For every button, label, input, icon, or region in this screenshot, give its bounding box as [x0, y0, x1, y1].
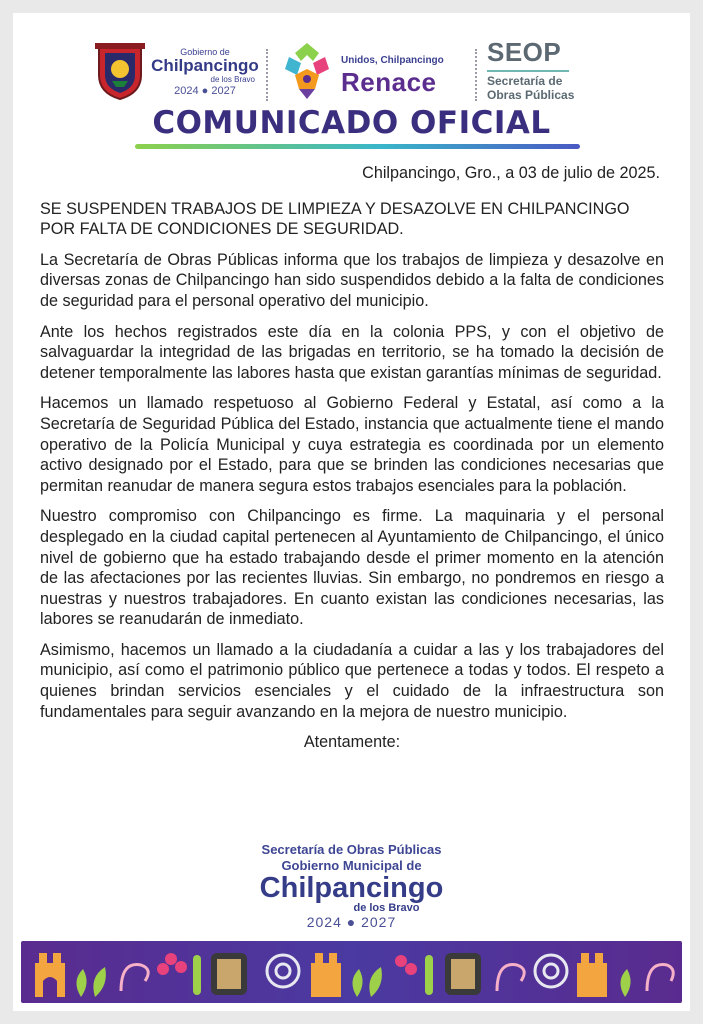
renace-mark-icon — [279, 41, 335, 101]
seop-line2: Obras Públicas — [487, 88, 575, 102]
paragraph: Ante los hechos registrados este día en la colonia PPS, y con el objetivo de salvaguardar la integridad de las brigadas en territorio, se ha tomado la decisión de detener temporalmente las labores hasta que existan garantías mínimas de seguridad. — [40, 322, 664, 382]
title-underline — [135, 144, 580, 149]
decorative-footer-band — [21, 941, 682, 1003]
signature-line4: de los Bravo — [353, 902, 420, 914]
closing: Atentamente: — [303, 733, 401, 752]
document-body — [40, 163, 664, 753]
paragraph: Nuestro compromiso con Chilpancingo es firme. La maquinaria y el personal desplegado en la ciudad capital pertenecen al Ayuntamiento de Chilpancingo, el único nivel de gobierno que ha estado trabajando desde el primer momento en la atención de las afectaciones por las recientes lluvias. Sin embargo, no pondremos en riesgo a nuestras y nuestros trabajadores. En cuanto existan las condiciones necesarias, las labores se reanudarán de inmediato. — [40, 507, 664, 629]
seop-acronym: SEOP — [487, 37, 562, 67]
signature-line2: Gobierno Municipal de — [281, 858, 422, 873]
footer-pattern-icon — [21, 941, 682, 1003]
paragraph: Asimismo, hacemos un llamado a la ciudadanía a cuidar a las y los trabajadores del municipio, así como el patrimonio público que pertenece a todas y todos. El respeto a quienes brindan servicios esenciales y el cuidado de la infraestructura son fundamentales para seguir avanzando en la mejora de nuestro municipio. — [40, 640, 664, 721]
renace-small-text: Unidos, Chilpancingo — [341, 55, 444, 66]
renace-logo — [279, 41, 469, 101]
gobierno-years: 2024 ● 2027 — [174, 85, 236, 97]
document-sheet — [13, 13, 690, 1011]
seop-line1: Secretaría de — [487, 74, 563, 88]
crest-icon — [93, 41, 147, 101]
logo-divider — [266, 49, 268, 101]
seop-subtitle — [487, 74, 574, 102]
seop-underline — [487, 70, 569, 72]
headline: SE SUSPENDEN TRABAJOS DE LIMPIEZA Y DESAZOLVE EN CHILPANCINGO POR FALTA DE CONDICIONES DE SEGURIDAD. — [40, 199, 630, 239]
gobierno-name: Chilpancingo — [151, 56, 259, 75]
paragraph: La Secretaría de Obras Públicas informa que los trabajos de limpieza y desazolve en diversas zonas de Chilpancingo han sido suspendidos debido a la falta de condiciones de seguridad para el personal operativo del municipio. — [40, 250, 664, 310]
signature-line1: Secretaría de Obras Públicas — [261, 842, 442, 857]
gobierno-sub: de los Bravo — [210, 75, 255, 84]
signature-block — [13, 841, 690, 930]
signature-line3: Chilpancingo — [259, 872, 444, 904]
paragraph: Hacemos un llamado respetuoso al Gobierno Federal y Estatal, así como a la Secretaría de Seguridad Pública del Estado, instancia que actualmente tiene el mando operativo de la Policía Municipal y cuya estrategia es coordinada por un elemento activo designado por el Estado, para que se brinden las condiciones necesarias que permitan reanudar de manera segura estos trabajos esenciales para la población. — [40, 394, 664, 495]
seop-logo — [487, 37, 607, 103]
gobierno-text — [149, 47, 261, 98]
logo-divider — [475, 49, 477, 101]
header-logos — [13, 27, 690, 117]
gobierno-logo — [93, 39, 261, 105]
date-line: Chilpancingo, Gro., a 03 de julio de 2025. — [362, 164, 660, 182]
renace-big-text: Renace — [341, 67, 437, 97]
page-title: COMUNICADO OFICIAL — [152, 105, 551, 141]
signature-line5: 2024 ● 2027 — [306, 914, 397, 930]
gobierno-top: Gobierno de — [180, 47, 230, 57]
